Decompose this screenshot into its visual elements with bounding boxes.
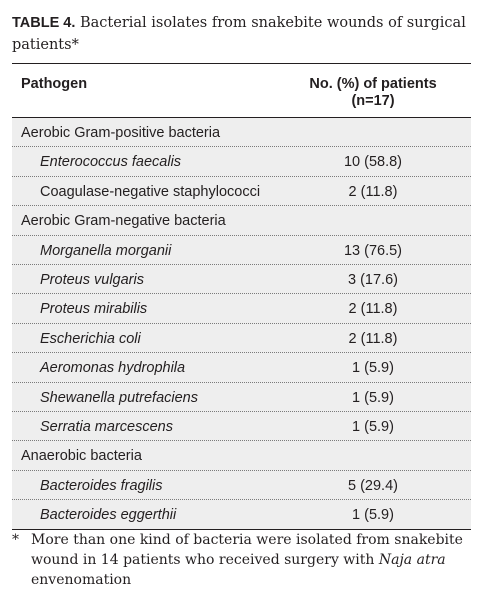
patient-count-value: 1 (5.9): [352, 418, 394, 435]
pathogen-name: Morganella morganii: [40, 242, 172, 259]
table-row: [12, 324, 471, 353]
header-patient-count-line2: (n=17): [351, 93, 395, 109]
patient-count-value: 2 (11.8): [348, 330, 398, 347]
table-row: [12, 294, 471, 323]
footnote-species: Naja atra: [378, 552, 446, 568]
table-row: [12, 500, 471, 529]
group-label: Anaerobic bacteria: [21, 448, 142, 465]
patient-count-value: 2 (11.8): [348, 183, 398, 200]
patient-count-value: 1 (5.9): [352, 507, 394, 524]
table-group-row: [12, 118, 471, 147]
footnote-text: [31, 530, 472, 590]
table-row: [12, 412, 471, 441]
table-row: [12, 265, 471, 294]
pathogen-name: Escherichia coli: [40, 330, 141, 347]
group-label: Aerobic Gram-negative bacteria: [21, 213, 226, 230]
table-row: [12, 471, 471, 500]
patient-count-value: 1 (5.9): [352, 389, 394, 406]
table-row: [12, 383, 471, 412]
pathogen-name: Enterococcus faecalis: [40, 154, 182, 171]
header-patient-count-line1: No. (%) of patients: [309, 76, 437, 92]
footnote-mark: *: [12, 532, 19, 548]
table-body: [12, 118, 471, 529]
pathogen-name: Bacteroides eggerthii: [40, 507, 177, 524]
pathogen-name: Proteus mirabilis: [40, 301, 148, 318]
patient-count-value: 10 (58.8): [343, 154, 403, 171]
table-header-row: [12, 64, 471, 117]
group-label: Aerobic Gram-positive bacteria: [21, 125, 221, 141]
patient-count-value: 3 (17.6): [348, 271, 398, 288]
patient-count-value: 13 (76.5): [343, 242, 403, 259]
pathogen-name: Shewanella putrefaciens: [40, 389, 198, 406]
table-footnote: [12, 530, 472, 590]
pathogen-name: Proteus vulgaris: [40, 271, 144, 288]
table-row: [12, 147, 471, 176]
pathogen-name: Serratia marcescens: [40, 418, 173, 435]
pathogen-name: Aeromonas hydrophila: [40, 360, 186, 377]
table-row: [12, 236, 471, 265]
header-patient-count: [293, 76, 453, 110]
patient-count-value: 1 (5.9): [352, 360, 394, 377]
table-label: TABLE 4.: [12, 15, 76, 31]
footnote-text-after: envenomation: [31, 572, 132, 588]
table-caption: [12, 12, 472, 56]
pathogen-name: Coagulase-negative staphylococci: [40, 183, 261, 200]
table-group-row: [12, 206, 471, 235]
bacterial-isolates-table: [12, 63, 471, 530]
patient-count-value: 2 (11.8): [348, 301, 398, 318]
patient-count-value: 5 (29.4): [348, 477, 398, 494]
header-pathogen: Pathogen: [21, 76, 88, 92]
table-title: Bacterial isolates from snakebite wounds of surgical patients*: [12, 15, 466, 53]
table-group-row: [12, 441, 471, 470]
pathogen-name: Bacteroides fragilis: [40, 477, 163, 494]
table-row: [12, 177, 471, 206]
footnote-text-before: More than one kind of bacteria were isolated from snakebite wound in 14 patients who received surgery with: [31, 532, 463, 568]
table-row: [12, 353, 471, 382]
